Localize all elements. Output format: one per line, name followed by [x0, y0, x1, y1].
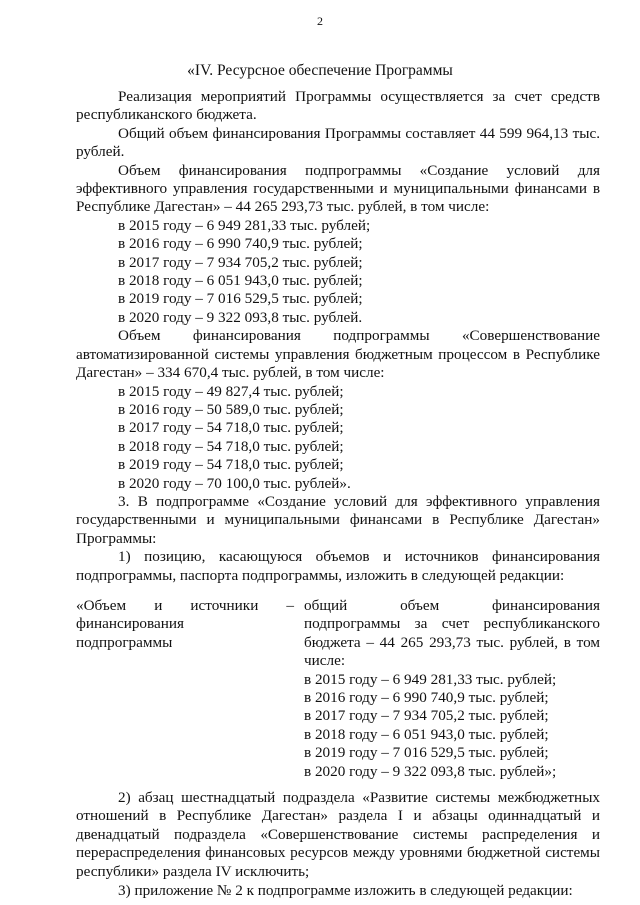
passport-label-line: подпрограммы — [76, 633, 173, 651]
paragraph-item-3: 3. В подпрограмме «Создание условий для эффективного управления государственными и муниципальными финансами в Республике Дагестан» Программы: — [76, 492, 600, 547]
paragraph-item-3-3: 3) приложение № 2 к подпрограмме изложить в следующей редакции: — [118, 882, 573, 900]
section-heading: «IV. Ресурсное обеспечение Программы — [187, 62, 453, 79]
passport-total: общий объем финансирования подпрограммы за счет республиканского бюджета – 44 265 293,73 тыс. рублей, в том числе: — [304, 596, 600, 670]
passport-label-line: финансирования — [76, 615, 184, 633]
list-item: в 2017 году – 7 934 705,2 тыс. рублей; — [304, 707, 549, 725]
passport-label — [76, 597, 294, 781]
paragraph-item-3-1: 1) позицию, касающуюся объемов и источников финансирования подпрограммы, паспорта подпрограммы, изложить в следующей редакции: — [76, 548, 600, 584]
paragraph-subprogram1-funding: Объем финансирования подпрограммы «Создание условий для эффективного управления государственными и муниципальными финансами в Республике Дагестан» – 44 265 293,73 тыс. рублей, в том числе: — [76, 161, 600, 216]
list-item: в 2016 году – 6 990 740,9 тыс. рублей; — [304, 689, 549, 706]
list-item: в 2015 году – 49 827,4 тыс. рублей; — [118, 382, 344, 400]
list-item: в 2015 году – 6 949 281,33 тыс. рублей; — [118, 216, 371, 234]
paragraph-funding-source: Реализация мероприятий Программы осуществляется за счет средств республиканского бюджета. — [76, 88, 600, 124]
passport-value — [304, 597, 600, 781]
list-item: в 2018 году – 54 718,0 тыс. рублей; — [118, 437, 344, 455]
subprogram1-year-list — [76, 217, 600, 327]
list-item: в 2019 году – 7 016 529,5 тыс. рублей; — [118, 290, 363, 308]
passport-label-line: «Объем и источники – — [76, 596, 294, 614]
subprogram2-year-list — [76, 383, 600, 493]
list-item: в 2018 году – 6 051 943,0 тыс. рублей; — [304, 725, 549, 743]
list-item: в 2020 году – 9 322 093,8 тыс. рублей. — [118, 308, 363, 326]
list-item: в 2018 году – 6 051 943,0 тыс. рублей; — [118, 272, 363, 290]
paragraph-total-funding: Общий объем финансирования Программы составляет 44 599 964,13 тыс. рублей. — [76, 124, 600, 161]
passport-year-list — [304, 671, 600, 781]
list-item: в 2019 году – 7 016 529,5 тыс. рублей; — [304, 744, 549, 762]
list-item: в 2020 году – 70 100,0 тыс. рублей». — [118, 474, 351, 492]
list-item: в 2017 году – 54 718,0 тыс. рублей; — [118, 419, 344, 437]
passport-position — [76, 597, 600, 781]
paragraph-subprogram2-funding: Объем финансирования подпрограммы «Совершенствование автоматизированной системы управления бюджетным процессом в Республике Дагестан» – 334 670,4 тыс. рублей, в том числе: — [76, 327, 600, 382]
list-item: в 2017 году – 7 934 705,2 тыс. рублей; — [118, 253, 363, 271]
list-item: в 2019 году – 54 718,0 тыс. рублей; — [118, 456, 344, 474]
list-item: в 2020 году – 9 322 093,8 тыс. рублей»; — [304, 762, 557, 780]
paragraph-item-3-2: 2) абзац шестнадцатый подраздела «Развитие системы межбюджетных отношений в Республике Дагестан» раздела I и абзацы одиннадцатый и двенадцатый подраздела «Совершенствование системы распределения и перераспределения финансовых ресурсов между уровнями бюджетной системы республики» раздела IV исключить; — [76, 789, 600, 880]
list-item: в 2016 году – 6 990 740,9 тыс. рублей; — [118, 235, 363, 253]
page-number: 2 — [317, 14, 323, 28]
list-item: в 2015 году – 6 949 281,33 тыс. рублей; — [304, 670, 557, 688]
list-item: в 2016 году – 50 589,0 тыс. рублей; — [118, 400, 344, 418]
document-body — [76, 88, 600, 900]
